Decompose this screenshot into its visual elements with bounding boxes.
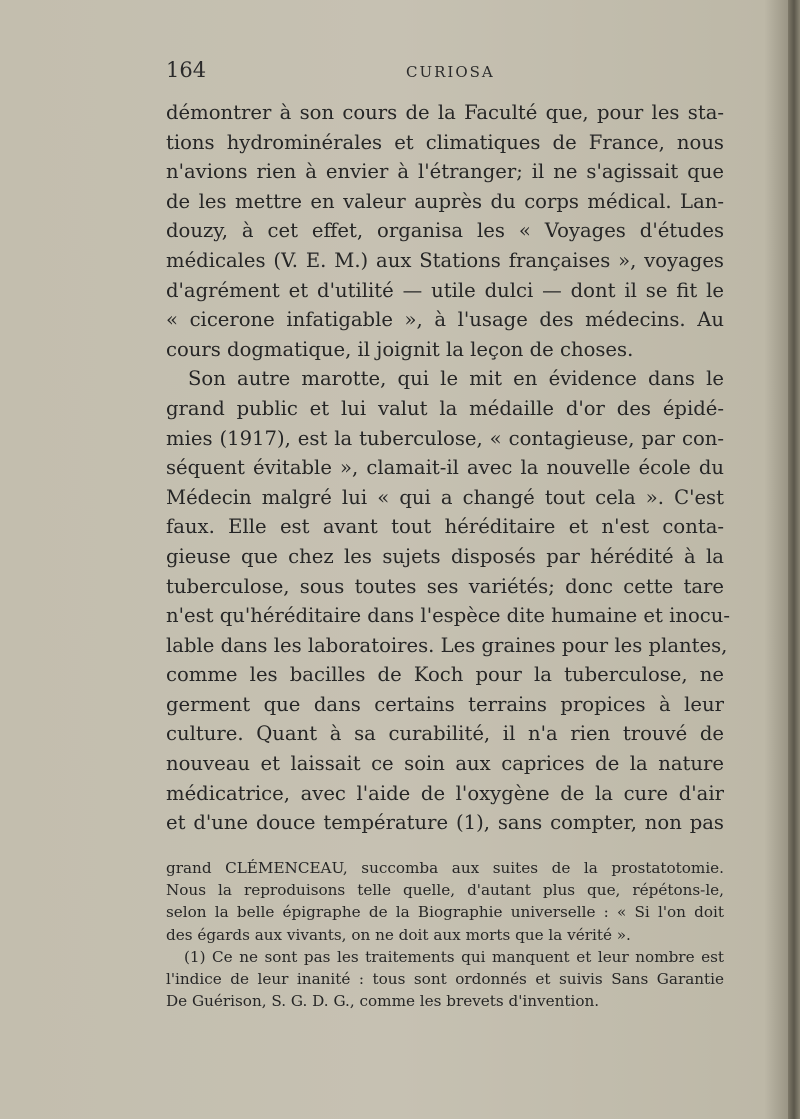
text-line: médicales (V. E. M.) aux Stations françaises », voyages bbox=[166, 248, 724, 272]
text-line: n'avions rien à envier à l'étranger; il ne s'agissait que bbox=[166, 160, 724, 184]
footnote-line: des égards aux vivants, on ne doit aux morts que la vérité ». bbox=[166, 925, 631, 944]
text-line: démontrer à son cours de la Faculté que, pour les sta- bbox=[166, 101, 724, 124]
footnote-line: De Guérison, S. G. D. G., comme les brevets d'invention. bbox=[166, 992, 600, 1011]
text-line: « cicerone infatigable », à l'usage des médecins. Au bbox=[166, 308, 724, 332]
text-line: d'agrément et d'utilité — utile dulci — dont il se fit le bbox=[166, 278, 724, 302]
text-line: comme les bacilles de Koch pour la tuberculose, ne bbox=[166, 663, 724, 687]
text-line: grand public et lui valut la médaille d'or des épidé- bbox=[166, 396, 724, 420]
text-line: douzy, à cet effet, organisa les « Voyages d'études bbox=[166, 219, 724, 243]
text-line: germent que dans certains terrains propices à leur bbox=[166, 692, 724, 716]
footnote-line: (1) Ce ne sont pas les traitements qui manquent et leur nombre est bbox=[184, 947, 724, 966]
text-line: médicatrice, avec l'aide de l'oxygène de la cure d'air bbox=[166, 781, 724, 805]
text-line: nouveau et laissait ce soin aux caprices de la nature bbox=[166, 752, 724, 776]
footnote-line: Nous la reproduisons telle quelle, d'autant plus que, répétons-le, bbox=[166, 881, 724, 900]
footnotes bbox=[166, 857, 724, 1012]
text-line: culture. Quant à sa curabilité, il n'a rien trouvé de bbox=[166, 722, 724, 746]
text-line: gieuse que chez les sujets disposés par hérédité à la bbox=[166, 544, 724, 568]
text-line: tions hydrominérales et climatiques de France, nous bbox=[166, 130, 724, 154]
text-line: séquent évitable », clamait-il avec la nouvelle école du bbox=[166, 456, 724, 480]
running-title: CURIOSA bbox=[406, 63, 495, 81]
text-line: lable dans les laboratoires. Les graines pour les plantes, bbox=[166, 633, 728, 657]
text-line: cours dogmatique, il joignit la leçon de choses. bbox=[166, 337, 634, 361]
body-text bbox=[166, 98, 730, 838]
text-line: Médecin malgré lui « qui a changé tout cela ». C'est bbox=[166, 485, 724, 509]
text-line: tuberculose, sous toutes ses variétés; donc cette tare bbox=[166, 574, 724, 598]
footnote-line: l'indice de leur inanité : tous sont ordonnés et suivis Sans Garantie bbox=[166, 969, 724, 988]
footnote-line: selon la belle épigraphe de la Biographie universelle : « Si l'on doit bbox=[166, 903, 724, 922]
text-line: et d'une douce température (1), sans compter, non pas bbox=[166, 811, 724, 835]
text-line: faux. Elle est avant tout héréditaire et n'est conta- bbox=[166, 515, 724, 539]
page-edge bbox=[788, 0, 800, 1119]
text-line: mies (1917), est la tuberculose, « contagieuse, par con- bbox=[166, 426, 724, 450]
text-line: Son autre marotte, qui le mit en évidence dans le bbox=[188, 367, 724, 391]
text-line: n'est qu'héréditaire dans l'espèce dite humaine et inocu- bbox=[166, 604, 730, 628]
page-number: 164 bbox=[166, 58, 207, 82]
footnote-line: grand CLÉMENCEAU, succomba aux suites de la prostatotomie. bbox=[166, 859, 724, 877]
running-head bbox=[166, 58, 724, 88]
text-line: de les mettre en valeur auprès du corps médical. Lan- bbox=[166, 189, 724, 213]
